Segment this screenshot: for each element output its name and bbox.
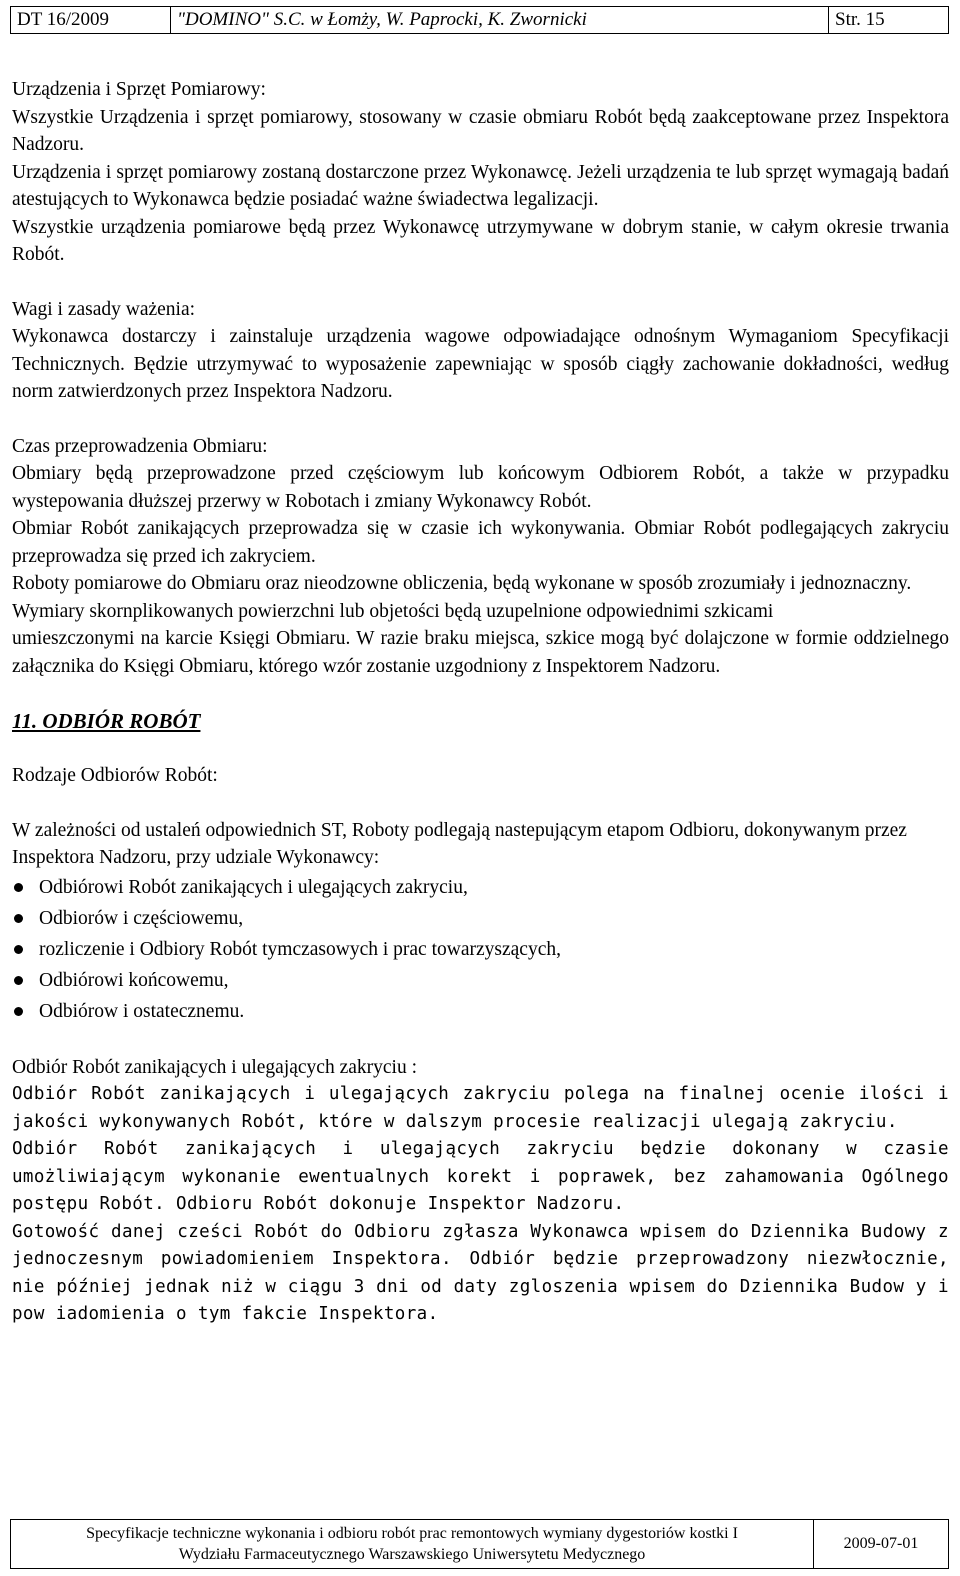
footer-date: 2009-07-01: [843, 1535, 919, 1552]
paragraph: W zależności od ustaleń odpowiednich ST, Roboty podlegają nastepującym etapom Odbioru, dokonywanym przez Inspektora Nadzoru, przy udziale Wykonawcy:: [12, 819, 907, 868]
paragraph: Odbiór Robót zanikających i ulegających zakryciu polega na finalnej ocenie ilości i jakości wykonywanych Robót, które w dalszym procesie realizacji ulegają zakryciu.: [12, 1084, 949, 1132]
paragraph: Wykonawca dostarczy i zainstaluje urządzenia wagowe odpowiadające odnośnym Wymaganiom Specyfikacji Technicznych. Będzie utrzymywać to wyposażenie zapewniając w sposób ciągły zachowanie dokładności, według norm zatwierdzonych przez Inspektora Nadzoru.: [12, 326, 949, 402]
page-footer: [10, 1519, 949, 1569]
company-name: "DOMINO" S.C. w Łomży, W. Paprocki, K. Zwornicki: [171, 7, 829, 33]
footer-title: Specyfikacje techniczne wykonania i odbioru robót prac remontowych wymiany dygestoriów kostki I Wydziału Farmaceutycznego Warszawskiego Uniwersytetu Medycznego: [11, 1520, 814, 1568]
section-title-rodzaje: Rodzaje Odbiorów Robót:: [12, 765, 218, 786]
paragraph: Wszystkie Urządzenia i sprzęt pomiarowy, stosowany w czasie obmiaru Robót będą zaakceptowane przez Inspektora Nadzoru.: [12, 106, 949, 155]
bullet-icon: [14, 945, 23, 954]
paragraph: Obmiary będą przeprowadzone przed częściowym lub końcowym Odbiorem Robót, a także w przypadku wystepowania dłuższej przerwy w Robotach i zmiany Wykonawcy Robót.: [12, 463, 949, 512]
document-body: [12, 76, 949, 1329]
bullet-icon: [14, 883, 23, 892]
section-title-zanik: Odbiór Robót zanikających i ulegających zakryciu :: [12, 1056, 418, 1078]
bullet-icon: [14, 914, 23, 923]
paragraph: Wszystkie urządzenia pomiarowe będą przez Wykonawcę utrzymywane w dobrym stanie, w całym okresie trwania Robót.: [12, 216, 949, 265]
list-item: Odbiorów i częściowemu,: [12, 903, 949, 934]
list-item: Odbiórowi końcowemu,: [12, 965, 949, 996]
section-title-pomiarowy: Urządzenia i Sprzęt Pomiarowy:: [12, 79, 266, 100]
bullet-icon: [14, 976, 23, 985]
section-title-czas: Czas przeprowadzenia Obmiaru:: [12, 435, 268, 457]
list-item: Odbiórow i ostatecznemu.: [12, 996, 949, 1027]
section-title-wagi: Wagi i zasady ważenia:: [12, 298, 196, 320]
bullet-icon: [14, 1007, 23, 1016]
page-number: Str. 15: [835, 9, 885, 30]
paragraph: Roboty pomiarowe do Obmiaru oraz nieodzowne obliczenia, będą wykonane w sposób zrozumiały i jednoznaczny.: [12, 573, 912, 594]
paragraph: Odbiór Robót zanikających i ulegających zakryciu będzie dokonany w czasie umożliwiającym wykonanie ewentualnych korekt i poprawek, bez zahamowania Ogólnego postępu Robót. Odbioru Robót dokonuje Inspektor Nadzoru.: [12, 1139, 949, 1214]
paragraph: Gotowość danej cześci Robót do Odbioru zgłasza Wykonawca wpisem do Dziennika Budowy z jednoczesnym powiadomieniem Inspektora. Odbiór będzie przeprowadzony niezwłocznie, nie później jednak niż w ciągu 3 dni od daty zgloszenia wpisem do Dziennika Budow y i pow iadomienia o tym fakcie Inspektora.: [12, 1221, 949, 1324]
list-item: Odbiórowi Robót zanikających i ulegających zakryciu,: [12, 872, 949, 903]
list-item: rozliczenie i Odbiory Robót tymczasowych i prac towarzyszących,: [12, 934, 949, 965]
page-header: [10, 6, 949, 34]
paragraph: Obmiar Robót zanikających przeprowadza się w czasie ich wykonywania. Obmiar Robót podlegających zakryciu przeprowadza się przed ich zakryciem.: [12, 518, 949, 567]
paragraph: Wymiary skornplikowanych powierzchni lub objetości będą uzupelnione odpowiednimi szkicami: [12, 600, 774, 622]
paragraph: umieszczonymi na karcie Księgi Obmiaru. W razie braku miejsca, szkice mogą być dolajczone w formie oddzielnego załącznika do Księgi Obmiaru, którego wzór zostanie uzgodniony z Inspektorem Nadzoru.: [12, 628, 949, 677]
paragraph: Urządzenia i sprzęt pomiarowy zostaną dostarczone przez Wykonawcę. Jeżeli urządzenia te lub sprzęt wymagają badań atestujących to Wykonawca będzie posiadać ważne świadectwa legalizacji.: [12, 161, 949, 210]
chapter-heading: 11. ODBIÓR ROBÓT: [12, 709, 201, 733]
bullet-list: [12, 872, 949, 1027]
doc-id: DT 16/2009: [11, 7, 171, 33]
